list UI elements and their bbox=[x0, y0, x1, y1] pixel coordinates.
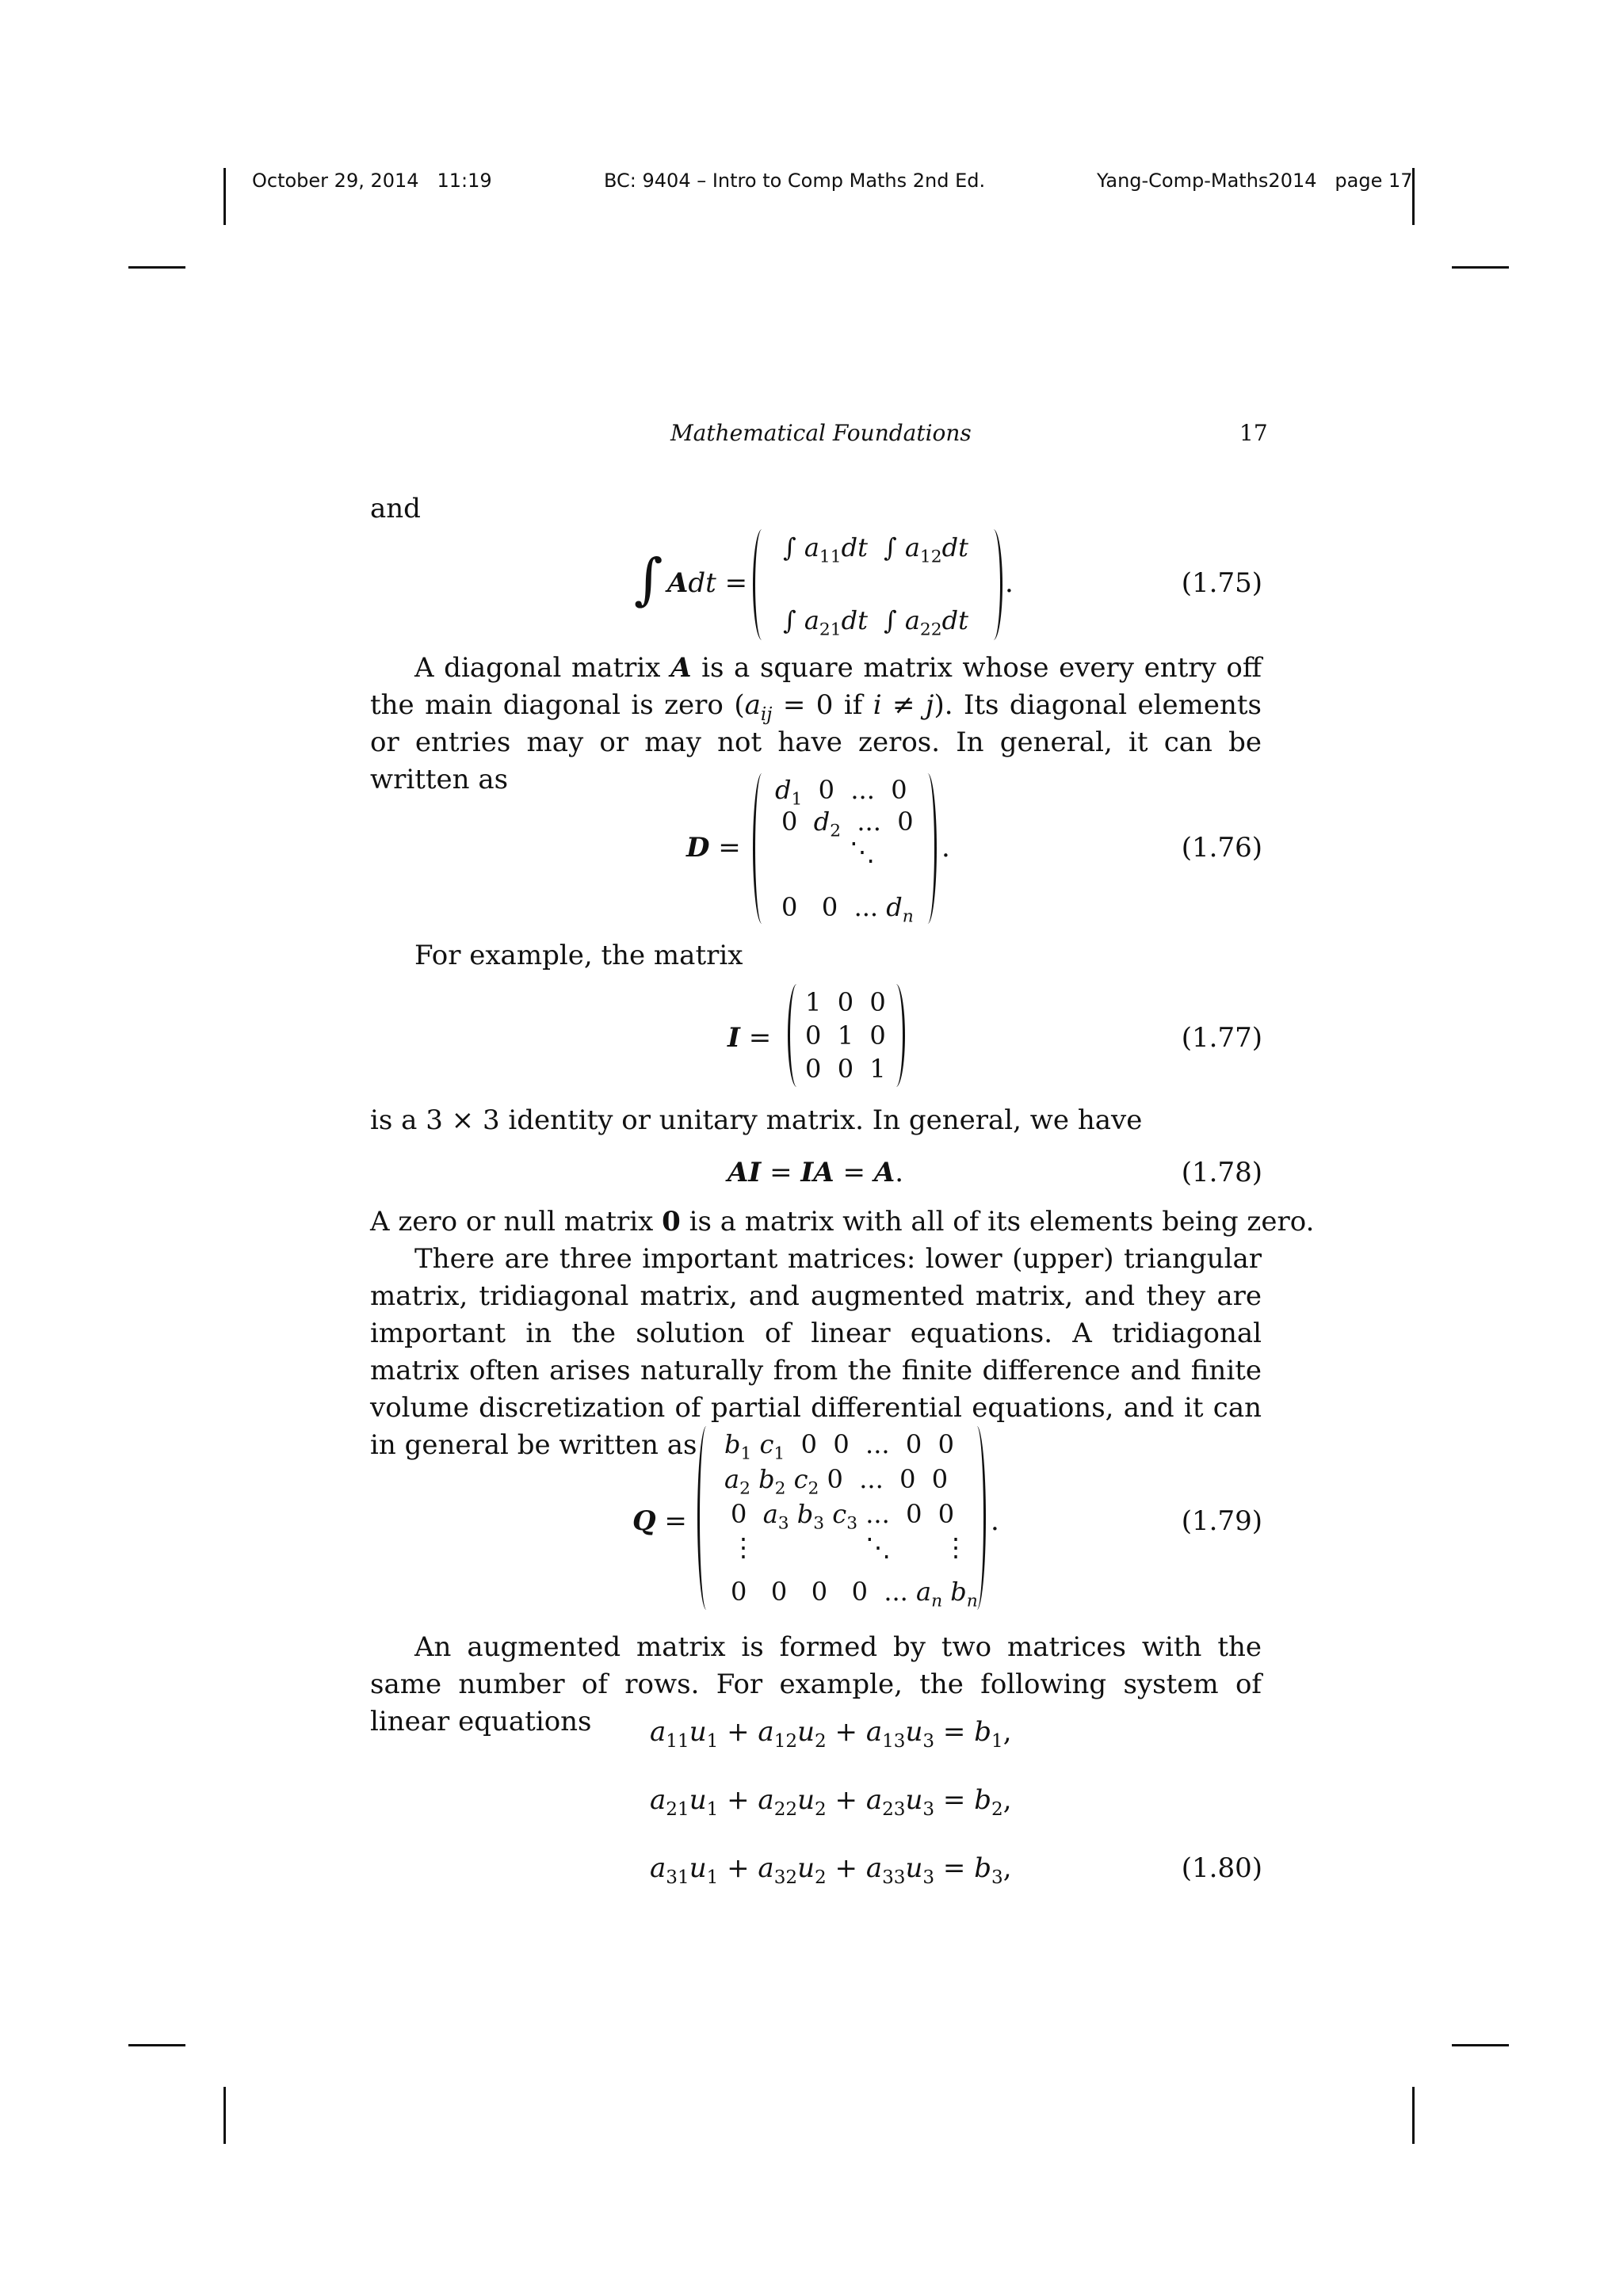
equation-1-77: I = 1 0 0 0 1 0 0 0 1 bbox=[0, 0, 1623, 1]
equation-1-80-line-2: $a_{21}u_1 + a_{22}u_2 + a_{23}u_3 = b_2$, bbox=[650, 1784, 1012, 1821]
crop-mark bbox=[223, 2087, 226, 2144]
paragraph-diagonal: A diagonal matrix A is a square matrix whose every entry off the main diagonal is zero ($a_{ij} = 0$ if i ≠ j). Its diagonal elements or entries may or may not have zeros. In general, it can be written as bbox=[370, 652, 1262, 795]
eq76-matrix: $d_1$ 0 ... 0 0 $d_2$ ... 0 ⋱ 0 0 ... $d_n$ bbox=[753, 773, 937, 924]
text-and: and bbox=[370, 493, 421, 524]
eq77-matrix: 1 0 0 0 1 0 0 0 1 bbox=[788, 984, 905, 1087]
running-head-page-number: 17 bbox=[1239, 420, 1268, 446]
crop-mark bbox=[128, 266, 185, 269]
crop-mark bbox=[128, 2044, 185, 2046]
text-zero-matrix: A zero or null matrix 0 is a matrix with all of its elements being zero. bbox=[370, 1206, 1315, 1238]
crop-mark bbox=[1452, 266, 1509, 269]
integral-sign: ∫ bbox=[634, 547, 663, 612]
header-time: 11:19 bbox=[437, 170, 492, 192]
equation-number-1-80: (1.80) bbox=[1181, 1852, 1262, 1884]
eq75-matrix: ∫ $a_{11}dt$ ∫ $a_{12}dt$ ∫ $a_{21}dt$ ∫ $a_{22}dt$ bbox=[753, 529, 1002, 640]
equation-1-80-line-1: $a_{11}u_1 + a_{12}u_2 + a_{13}u_3 = b_1$, bbox=[650, 1716, 1012, 1753]
equation-number-1-78: (1.78) bbox=[1181, 1157, 1262, 1188]
paragraph-three-matrices: There are three important matrices: lower (upper) triangular matrix, tridiagonal matrix, and augmented matrix, and they are important in the solution of linear equations. A tridiagonal matrix often arises naturally from the finite difference and finite volume discretization of partial differential equations, and it can in general be written as bbox=[370, 1243, 1262, 1461]
eq75-lhs: Adt = bbox=[667, 567, 748, 599]
equation-number-1-79: (1.79) bbox=[1181, 1505, 1262, 1537]
crop-mark bbox=[1412, 2087, 1415, 2144]
header-page-label: page 17 bbox=[1335, 170, 1413, 192]
header-job: Yang-Comp-Maths2014 page 17 bbox=[1097, 170, 1413, 192]
equation-1-78: AI = IA = A. bbox=[727, 1157, 904, 1188]
equation-1-79: Q = $b_1$ $c_1$ 0 0 ... 0 0 $a_2$ $b_2$ $c_2$ 0 ... 0 0 0 $a_3$ $b_3$ $c_3$ ... 0 0 ⋮ ⋱ ⋮ 0 0 0 0 ... $a_n$ $b_n$ . bbox=[0, 0, 1623, 1]
equation-1-80-line-3: $a_{31}u_1 + a_{32}u_2 + a_{33}u_3 = b_3$, bbox=[650, 1852, 1012, 1889]
eq79-matrix: $b_1$ $c_1$ 0 0 ... 0 0 $a_2$ $b_2$ $c_2$ 0 ... 0 0 0 $a_3$ $b_3$ $c_3$ ... 0 0 ⋮ ⋱ ⋮ 0 0 0 0 ... $a_n$ $b_n$ bbox=[697, 1426, 986, 1610]
crop-mark bbox=[223, 168, 226, 225]
header-date: October 29, 2014 11:19 bbox=[252, 170, 492, 192]
equation-1-76: D = $d_1$ 0 ... 0 0 $d_2$ ... 0 ⋱ 0 0 ... $d_n$ . bbox=[686, 775, 950, 927]
equation-number-1-76: (1.76) bbox=[1181, 832, 1262, 864]
header-book: BC: 9404 – Intro to Comp Maths 2nd Ed. bbox=[604, 170, 986, 192]
paragraph-augmented: An augmented matrix is formed by two matrices with the same number of rows. For example, the following system of linear equations bbox=[370, 1631, 1262, 1737]
text-for-example: For example, the matrix bbox=[414, 940, 743, 971]
equation-number-1-77: (1.77) bbox=[1181, 1022, 1262, 1054]
running-head-title: Mathematical Foundations bbox=[670, 420, 972, 446]
equation-number-1-75: (1.75) bbox=[1181, 567, 1262, 599]
crop-mark bbox=[1452, 2044, 1509, 2046]
equation-1-75: ∫ Adt = ∫ $a_{11}dt$ ∫ $a_{12}dt$ ∫ $a_{21}dt$ ∫ $a_{22}dt$ . bbox=[0, 0, 1623, 1]
text-identity: is a 3 × 3 identity or unitary matrix. In general, we have bbox=[370, 1104, 1143, 1136]
